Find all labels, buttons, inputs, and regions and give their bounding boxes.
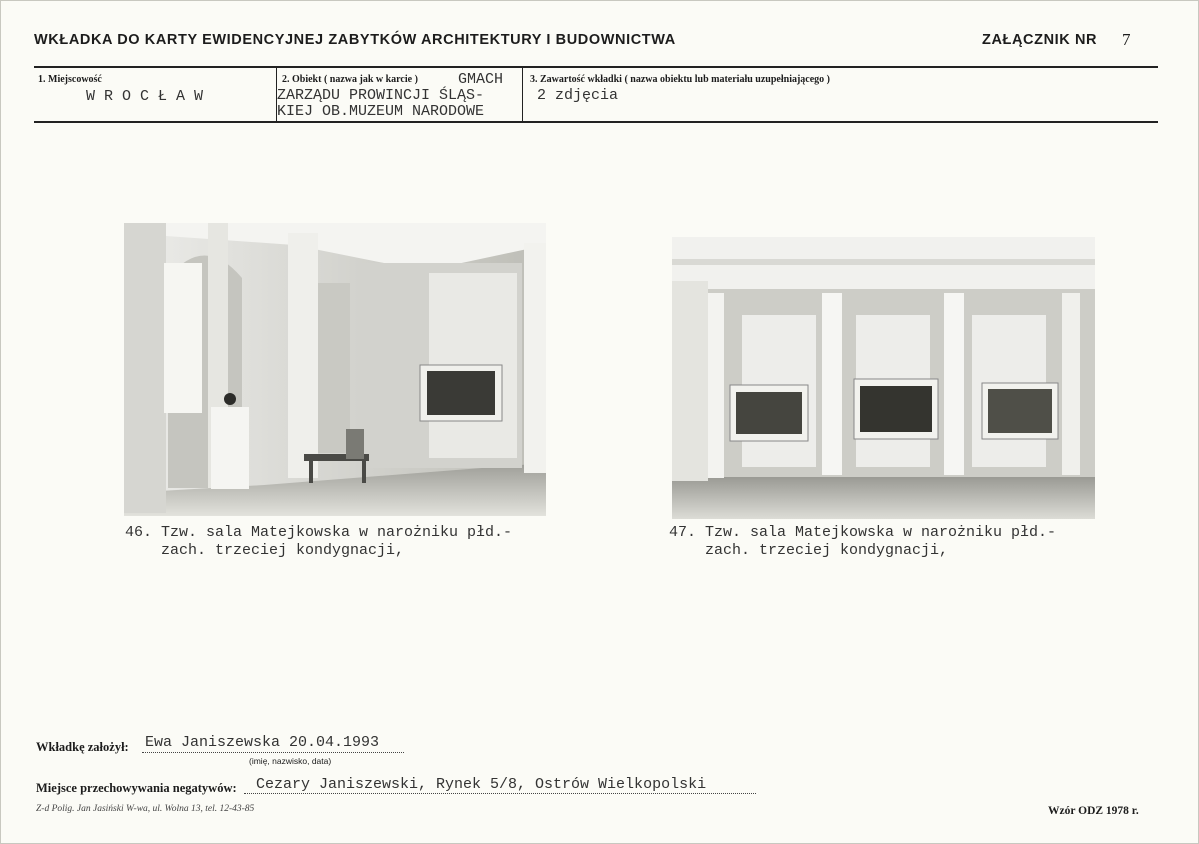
annex-label: ZAŁĄCZNIK NR — [982, 32, 1098, 48]
annex-number: 7 — [1122, 30, 1131, 49]
field-divider-2 — [522, 67, 523, 121]
content-label: 3. Zawartość wkładki ( nazwa obiektu lub materiału uzupełniającego ) — [530, 74, 831, 85]
object-value-line2: ZARZĄDU PROWINCJI ŚLĄS- — [277, 87, 485, 104]
content-value: 2 zdjęcia — [537, 87, 619, 104]
caption-47-line1: 47. Tzw. sala Matejkowska w narożniku płd.- — [669, 524, 1057, 541]
header-rule-top — [34, 66, 1158, 68]
photo-47 — [672, 237, 1095, 519]
header-rule-bottom — [34, 121, 1158, 123]
caption-46-line2: zach. trzeciej kondygnacji, — [125, 542, 405, 559]
photo-46 — [124, 223, 546, 516]
form-title: WKŁADKA DO KARTY EWIDENCYJNEJ ZABYTKÓW ARCHITEKTURY I BUDOWNICTWA — [34, 32, 676, 48]
form-reference: Wzór ODZ 1978 r. — [1048, 805, 1139, 817]
negatives-line — [244, 793, 756, 794]
object-value-line3: KIEJ OB.MUZEUM NARODOWE — [277, 103, 485, 120]
caption-46-line1: 46. Tzw. sala Matejkowska w narożniku płd.- — [125, 524, 513, 541]
founded-label: Wkładkę założył: — [36, 740, 129, 754]
object-value-line1: GMACH — [458, 71, 504, 88]
printer-note: Z-d Polig. Jan Jasiński W-wa, ul. Wolna 13, tel. 12-43-85 — [36, 804, 255, 814]
negatives-value: Cezary Janiszewski, Rynek 5/8, Ostrów Wielkopolski — [256, 776, 707, 793]
negatives-label: Miejsce przechowywania negatywów: — [36, 781, 237, 795]
locality-value: W R O C Ł A W — [86, 88, 204, 105]
caption-47-line2: zach. trzeciej kondygnacji, — [669, 542, 949, 559]
object-label: 2. Obiekt ( nazwa jak w karcie ) — [282, 74, 418, 85]
founded-line — [142, 752, 404, 753]
founded-hint: (imię, nazwisko, data) — [249, 756, 332, 766]
founded-value: Ewa Janiszewska 20.04.1993 — [145, 734, 380, 751]
locality-label: 1. Miejscowość — [38, 74, 102, 85]
